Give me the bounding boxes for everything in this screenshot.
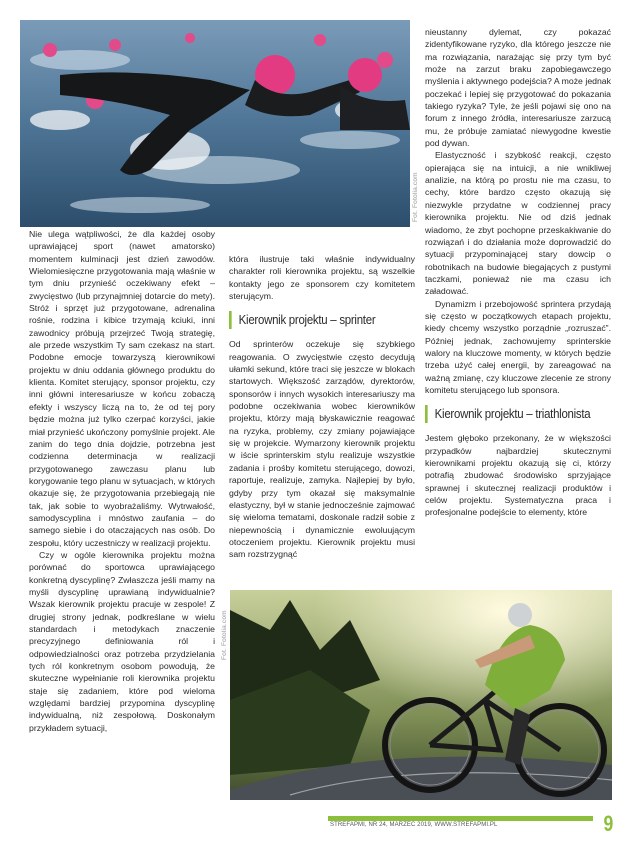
column-2 <box>229 253 415 561</box>
cyclist-photo-credit: Fot. Fotolia.com <box>221 610 228 660</box>
col2-paragraph-2: Od sprinterów oczekuje się szybkiego reagowania. O zwycięstwie często decydują ułamki sekund, które traci się jeszcze w blokach startowych. Większość zarządów, dyrektorów, sponsorów i innych wysokich interesariuszy ma podobne oczekiwania wobec kierowników projektu, którzy mają błyskawicznie reagować na ryzyka, problemy, czy zmiany pojawiające się w projekcie. Wymarzony kierownik projektu w iście sprinterskim stylu realizuje wszystkie zadania i prośby komitetu sterującego, dowozi, raportuje, realizuje, zamyka. Najlepiej by było, gdyby przy tym okazał się maksymalnie elastyczny, był w stanie jednocześnie zajmować się wieloma tematami, doskonale radził sobie z niepewnością i dynamicznie ewoluującym otoczeniem projektu. Kierownik projektu musi sam rozstrzygnąć <box>229 339 415 560</box>
col3-paragraph-4: Jestem głęboko przekonany, że w większości przypadków najbardziej skutecznymi kierownikami projektu okazują się ci, którzy potrafią zbudować środowisko sprzyjające sprawnej i skutecznej realizacji produktów i celów projektu. Systematyczna praca i profesjonalne podejście to elementy, które <box>425 433 611 518</box>
col3-paragraph-2: Elastyczność i szybkość reakcji, często opierająca się na intuicji, a nie wnikliwej analizie, na którą po prostu nie ma czasu, to cechy, które bardzo często okazują się niezwykle przydatne w codziennej pracy kierownika projektu. Nie od dziś jednak wiadomo, że zbyt pochopne przeskakiwanie do rozwiązań i do działania może doprowadzić do sytuacji przypominającej stary dowcip o robotnikach na budowie biegających z pustymi taczkami, ponieważ nie ma czasu ich załadować. <box>425 150 611 297</box>
footer-accent-bar <box>328 816 593 821</box>
col3-paragraph-3: Dynamizm i przebojowość sprintera przydają się często w początkowych etapach projektu, kiedy chcemy wszystko porządnie „rozruszać”. Później jednak, zachowujemy sprinterskie walory na kluczowe momenty, w których będzie trzeba użyć całej energii, by zareagować na ważną zmianę, czy kluczowe zlecenie ze strony komitetu sterującego lub sponsora. <box>425 298 611 395</box>
col1-paragraph-1: Nie ulega wątpliwości, że dla każdej osoby uprawiającej sport (nawet amatorsko) momentem kulminacji jest dzień zawodów. Wielomiesięczne przygotowania mają właśnie w tym dniu przynieść oczekiwany efekt – zwycięstwo (lub przynajmniej dotarcie do mety). Stróż i sprzęt już przygotowane, adrenalina rośnie, rodzina i kibice trzymają kciuki, inni zawodnicy próbują przejrzeć Twoją strategię, ale przede wszystkim Ty sam czekasz na start. Podobne emocje towarzyszą kierownikowi projektu w dniu oddania głównego produktu do klienta. Komitet sterujący, sponsor projektu, czy inni główni interesariusze w końcu zobaczą efekty i wszyscy liczą na to, że od tej pory będzie można już tylko czerpać korzyści, jakie miał przynieść ukończony pomyślnie projekt. Ale zanim do tego dnia dojdzie, potrzebna jest codzienna determinacja w realizacji przygotowanego zawczasu planu lub korygowanie tego planu w sytuacjach, w których okazuje się, że przygotowania przebiegają nie tak, jak sobie to wyobrażaliśmy. Wytrwałość, samodyscyplina i mnóstwo zaufania – do samego siebie i do otaczających nas osób. Do zespołu, który uczestniczy w realizacji projektu. <box>29 229 215 548</box>
column-1 <box>29 228 215 734</box>
footer-publication-info: STREFAPMI, NR 24, MARZEC 2019, WWW.STREFAPMI.PL <box>330 822 498 828</box>
col1-paragraph-2: Czy w ogóle kierownika projektu można porównać do sportowca uprawiającego konkretną dyscyplinę? Zwłaszcza jeśli mamy na myśli dyscyplinę uprawianą indywidualnie? Wszak kierownik projektu pracuje w zespole! Z drugiej strony jednak, podkreślane w wielu standardach i metodykach znaczenie precyzyjnego definiowania ról i odpowiedzialności oraz potrzeba przydzielania tych ról konkretnym osobom powodują, że skuteczne wypełnianie roli kierownika projektu staje się zadaniem, które pod wieloma względami bardziej przypomina dyscyplinę indywidualną, niż zespołową. Doskonałym przykładem sytuacji, <box>29 549 215 733</box>
col2-paragraph-1: która ilustruje taki właśnie indywidualny charakter roli kierownika projektu, są wszelkie kontakty jego ze sponsorem czy komitetem sterującym. <box>229 254 415 302</box>
section-heading-triathlonist: Kierownik projektu – triathlonista <box>425 405 620 423</box>
swimmers-photo-credit: Fot. Fotolia.com <box>412 172 419 222</box>
column-3 <box>425 26 611 519</box>
col3-paragraph-1: nieustanny dylemat, czy pokazać zidentyfikowane ryzyko, dla którego jeszcze nie ma rozwiązania, narażając się przy tym być może na zarzut braku zapobiegawczego myślenia i aktywnego podejścia? A może jednak poczekać i lepiej się przygotować do pokazania takiego ryzyka? Tyle, że jeśli pojawi się ono na forum z innego źródła, interesariusze zarzucą mu, że próbuje zamiatać niewygodne kwestie pod dywan. <box>425 27 611 149</box>
page-footer <box>328 811 613 836</box>
swimmers-photo <box>20 20 410 227</box>
page-number: 9 <box>603 811 613 836</box>
cyclist-photo <box>230 590 612 800</box>
section-heading-sprinter: Kierownik projektu – sprinter <box>229 311 424 329</box>
